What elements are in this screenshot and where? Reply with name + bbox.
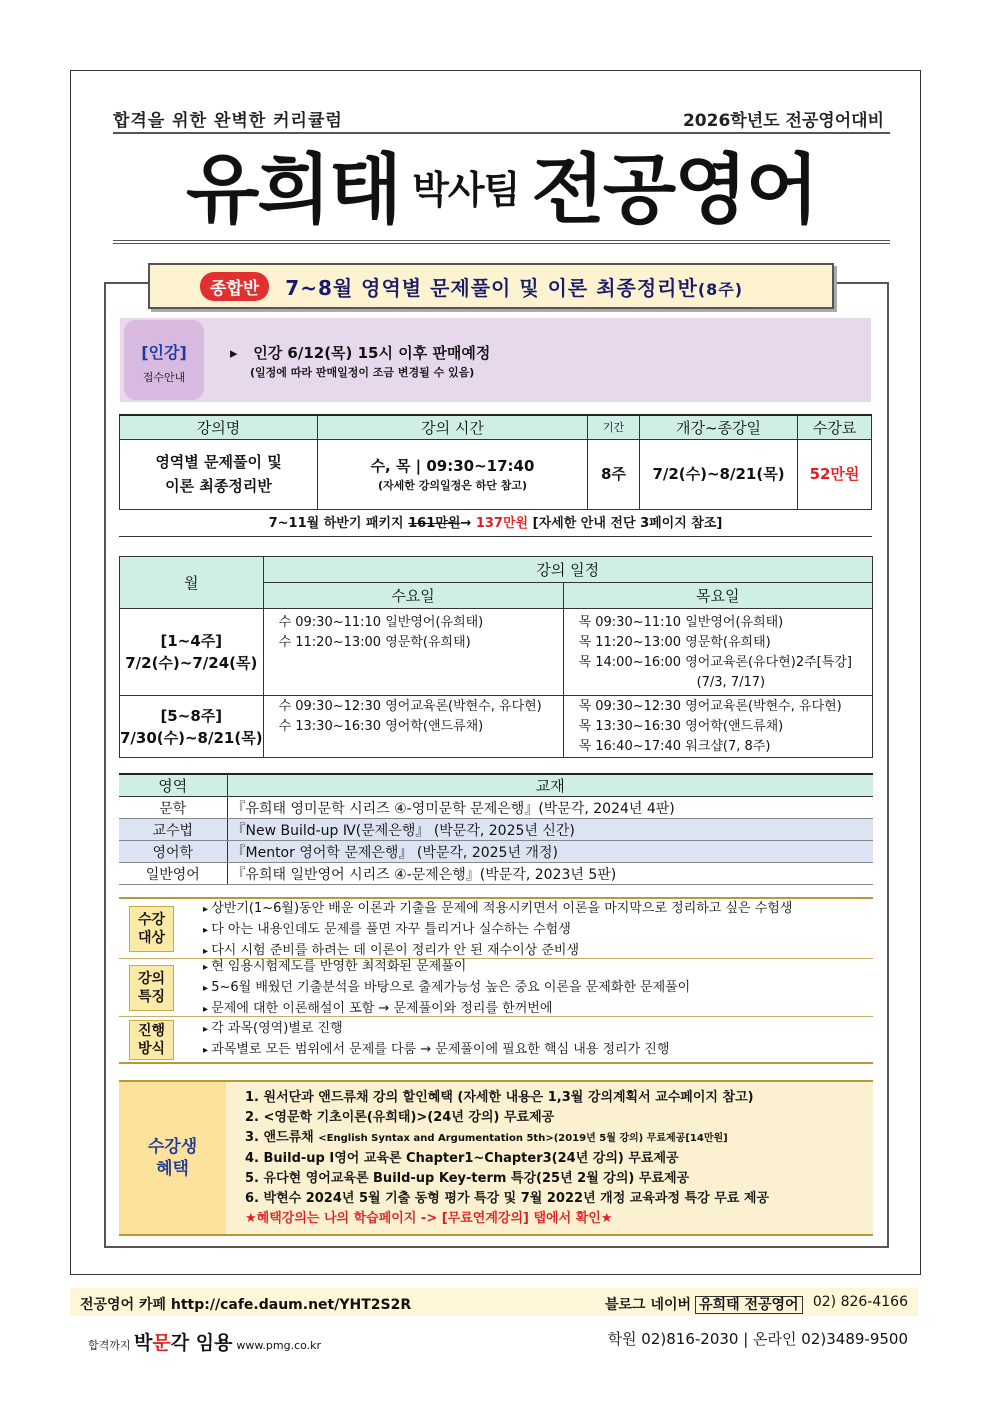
- feature-item: ▸ 과목별로 모든 범위에서 문제를 다룸 → 문제풀이에 필요한 핵심 내용 정리가 진행: [203, 1040, 669, 1061]
- main-title: [113, 140, 890, 244]
- brand-a: 박: [134, 1332, 153, 1354]
- notice-tag-sub: 접수안내: [142, 371, 186, 384]
- course-weeks: (8주): [697, 279, 744, 299]
- course-title: [285, 272, 743, 301]
- notice-text: ▸ 인강 6/12(목) 15시 이후 판매예정: [230, 344, 491, 362]
- col-period: 기간: [588, 415, 640, 439]
- book-title: 『New Build-up Ⅳ(문제은행』 (박문각, 2025년 신간): [227, 819, 873, 841]
- feature-item: ▸ 상반기(1~6월)동안 배운 이론과 기출을 문제에 적용시키면서 이론을 마지막으로 정리하고 싶은 수험생: [203, 899, 792, 920]
- book-area: 문학: [119, 797, 227, 819]
- benefits-highlight: ★혜택강의는 나의 학습페이지 -> [무료연계강의] 탭에서 확인★: [245, 1211, 613, 1226]
- benefit-item: 1. 원서단과 앤드류채 강의 할인혜택 (자세한 내용은 1,3월 강의계획서 교수페이지 참고): [245, 1090, 754, 1105]
- course-name-line2: 이론 최종정리반: [165, 477, 272, 495]
- dates-cell: 7/2(수)~8/21(목): [640, 439, 798, 509]
- sched-wed-cell: [263, 696, 563, 758]
- period-cell: 8주: [588, 439, 640, 509]
- benefit-item: 5. 유다현 영어교육론 Build-up Key-term 특강(25년 2월 강의) 무료제공: [245, 1171, 690, 1186]
- cafe-link[interactable]: 전공영어 카페 http://cafe.daum.net/YHT2S2R: [80, 1297, 412, 1313]
- feature-tag-line: 방식: [137, 1041, 166, 1057]
- time-note: (자세한 강의일정은 하단 참고): [377, 479, 528, 492]
- brand-name: [134, 1332, 232, 1354]
- academy-contact: 학원 02)816-2030 | 온라인 02)3489-9500: [607, 1330, 908, 1348]
- sched-week-cell: [120, 696, 264, 758]
- notice-panel: [120, 318, 871, 402]
- benefit-item: 4. Build-up Ⅰ영어 교육론 Chapter1~Chapter3(24년 강의) 무료제공: [245, 1151, 679, 1166]
- book-row: [119, 841, 873, 863]
- sched-item: 목 13:30~16:30 영어학(앤드류채): [578, 719, 784, 734]
- feature-tag: [129, 906, 174, 952]
- feature-tag: [129, 1020, 174, 1060]
- col-course-name: 강의명: [120, 415, 318, 439]
- blog-name[interactable]: 유희태 전공영어: [695, 1296, 803, 1314]
- sched-thu-cell: [563, 609, 872, 696]
- book-title: 『유희태 일반영어 시리즈 ④-문제은행』(박문각, 2023년 5판): [227, 863, 873, 885]
- sched-item: 목 14:00~16:00 영어교육론(유다현)2주[특강]: [578, 655, 852, 670]
- feature-row-target: [119, 899, 873, 959]
- sched-item: 수 13:30~16:30 영어학(앤드류채): [278, 719, 484, 734]
- time-cell: [318, 439, 588, 509]
- course-name-line1: 영역별 문제풀이 및: [155, 453, 282, 471]
- brand-url[interactable]: www.pmg.co.kr: [236, 1339, 322, 1352]
- sched-item: 수 11:20~13:00 영문학(유희태): [278, 635, 471, 650]
- sched-col-title: 강의 일정: [263, 557, 872, 583]
- sched-weeks: [5~8주]: [160, 707, 223, 725]
- footer-contact-bar: [70, 1288, 918, 1316]
- benefits-tag: [119, 1082, 226, 1234]
- col-dates: 개강~종강일: [640, 415, 798, 439]
- sched-dates: 7/2(수)~7/24(목): [125, 654, 258, 672]
- sched-dates: 7/30(수)~8/21(목): [120, 729, 263, 747]
- sched-item: 목 11:20~13:00 영문학(유희태): [578, 635, 771, 650]
- sched-week-cell: [120, 609, 264, 696]
- benefit-item: [245, 1128, 769, 1149]
- brand-b: 문: [152, 1332, 171, 1354]
- course-banner: [148, 263, 834, 309]
- sched-item: (7/3, 7/17): [696, 675, 766, 690]
- book-area: 교수법: [119, 819, 227, 841]
- course-name-cell: [120, 439, 318, 509]
- sched-item: 목 09:30~11:10 일반영어(유희태): [578, 615, 784, 630]
- pmg-logo: [88, 1328, 321, 1355]
- course-title-text: 7~8월 영역별 문제풀이 및 이론 최종정리반: [285, 275, 698, 300]
- notice-text-value: 인강 6/12(목) 15시 이후 판매예정: [253, 344, 491, 362]
- benefits-list: [245, 1088, 769, 1229]
- benefit-item-lead: 3. 앤드류채: [245, 1130, 314, 1145]
- sched-col-wed: 수요일: [263, 583, 563, 609]
- time-value: 수, 목 | 09:30~17:40: [370, 457, 535, 475]
- top-header: [113, 104, 890, 134]
- title-subject: 전공영어: [531, 145, 818, 234]
- sched-thu-cell: [563, 696, 872, 758]
- col-time: 강의 시간: [318, 415, 588, 439]
- feature-tag-line: 대상: [137, 930, 166, 946]
- benefits-section: [119, 1080, 873, 1236]
- package-old-price: 161만원: [408, 516, 461, 531]
- features-section: [119, 897, 873, 1064]
- feature-tag-line: 특징: [137, 989, 166, 1005]
- feature-list: [203, 899, 792, 962]
- sched-item: 수 09:30~12:30 영어교육론(박현수, 유다현): [278, 699, 542, 714]
- sched-item: 수 09:30~11:10 일반영어(유희태): [278, 615, 484, 630]
- package-note: [119, 511, 872, 537]
- sched-col-month: 월: [120, 557, 264, 609]
- feature-tag-line: 강의: [137, 971, 166, 987]
- benefits-tag-line: 혜택: [156, 1159, 189, 1179]
- course-info-table: [119, 414, 872, 510]
- feature-item: ▸ 현 임용시험제도를 반영한 최적화된 문제풀이: [203, 957, 690, 978]
- notice-sub: (일정에 따라 판매일정이 조금 변경될 수 있음): [250, 366, 475, 379]
- feature-row-method: [119, 1017, 873, 1064]
- notice-tag-label: [인강]: [141, 343, 187, 362]
- book-title: 『Mentor 영어학 문제은행』 (박문각, 2025년 개정): [227, 841, 873, 863]
- benefit-item: 6. 박현수 2024년 5월 기출 동형 평가 특강 및 7월 2022년 개정 교육과정 특강 무료 제공: [245, 1191, 769, 1206]
- title-name: 유희태: [185, 145, 401, 234]
- brand-c: 각: [170, 1332, 190, 1354]
- book-title: 『유희태 영미문학 시리즈 ④-영미문학 문제은행』(박문각, 2024년 4판): [227, 797, 873, 819]
- footer-brand-bar: [70, 1322, 918, 1354]
- feature-list: [203, 1019, 669, 1061]
- book-row: [119, 863, 873, 885]
- benefits-tag-line: 수강생: [147, 1137, 198, 1157]
- brand-d: 임용: [189, 1332, 233, 1354]
- feature-item: ▸ 5~6월 배웠던 기출분석을 바탕으로 출제가능성 높은 중요 이론을 문제화한 문제풀이: [203, 978, 690, 999]
- sched-col-thu: 목요일: [563, 583, 872, 609]
- textbook-table: [119, 773, 873, 885]
- book-row: [119, 819, 873, 841]
- blog-info: [605, 1294, 807, 1314]
- feature-item: ▸ 다시 시험 준비를 하려는 데 이론이 정리가 안 된 재수이상 준비생: [203, 941, 792, 962]
- feature-tag-line: 진행: [137, 1023, 166, 1039]
- package-arrow: →: [460, 516, 472, 531]
- academic-year: 2026학년도 전공영어대비: [682, 111, 884, 131]
- fee-cell: 52만원: [798, 439, 872, 509]
- sched-item: 목 09:30~12:30 영어교육론(박현수, 유다현): [578, 699, 842, 714]
- feature-list: [203, 957, 690, 1020]
- feature-item: ▸ 문제에 대한 이론해설이 포함 → 문제풀이와 정리를 한꺼번에: [203, 999, 690, 1020]
- book-col-area: 영역: [119, 774, 227, 797]
- blog-phone: 02) 826-4166: [812, 1294, 908, 1310]
- feature-row-characteristics: [119, 959, 873, 1017]
- benefit-item-detail: <English Syntax and Argumentation 5th>(2019년 5월 강의) 무료제공[14만원]: [318, 1133, 728, 1144]
- sched-wed-cell: [263, 609, 563, 696]
- title-team: 박사팀: [412, 168, 520, 212]
- feature-item: ▸ 각 과목(영역)별로 진행: [203, 1019, 669, 1040]
- schedule-table: [119, 556, 873, 758]
- sched-weeks: [1~4주]: [160, 632, 223, 650]
- feature-item: ▸ 다 아는 내용인데도 문제를 풀면 자꾸 틀리거나 실수하는 수험생: [203, 920, 792, 941]
- package-prefix: 7~11월 하반기 패키지: [268, 516, 404, 531]
- col-fee: 수강료: [798, 415, 872, 439]
- book-area: 일반영어: [119, 863, 227, 885]
- feature-tag: [129, 965, 174, 1011]
- book-row: [119, 797, 873, 819]
- notice-tag: [124, 320, 204, 400]
- sched-item: 목 16:40~17:40 워크샵(7, 8주): [578, 739, 771, 754]
- book-col-title: 교재: [227, 774, 873, 797]
- package-suffix: [자세한 안내 전단 3페이지 참조]: [532, 516, 723, 531]
- blog-label: 블로그 네이버: [605, 1297, 692, 1313]
- course-badge: 종합반: [200, 272, 269, 301]
- brand-prefix: 합격까지: [88, 1339, 131, 1352]
- feature-tag-line: 수강: [137, 912, 166, 928]
- book-area: 영어학: [119, 841, 227, 863]
- package-new-price: 137만원: [475, 516, 529, 531]
- benefit-item: 2. <영문학 기초이론(유희태)>(24년 강의) 무료제공: [245, 1110, 555, 1125]
- tagline: 합격을 위한 완벽한 커리큘럼: [113, 111, 343, 131]
